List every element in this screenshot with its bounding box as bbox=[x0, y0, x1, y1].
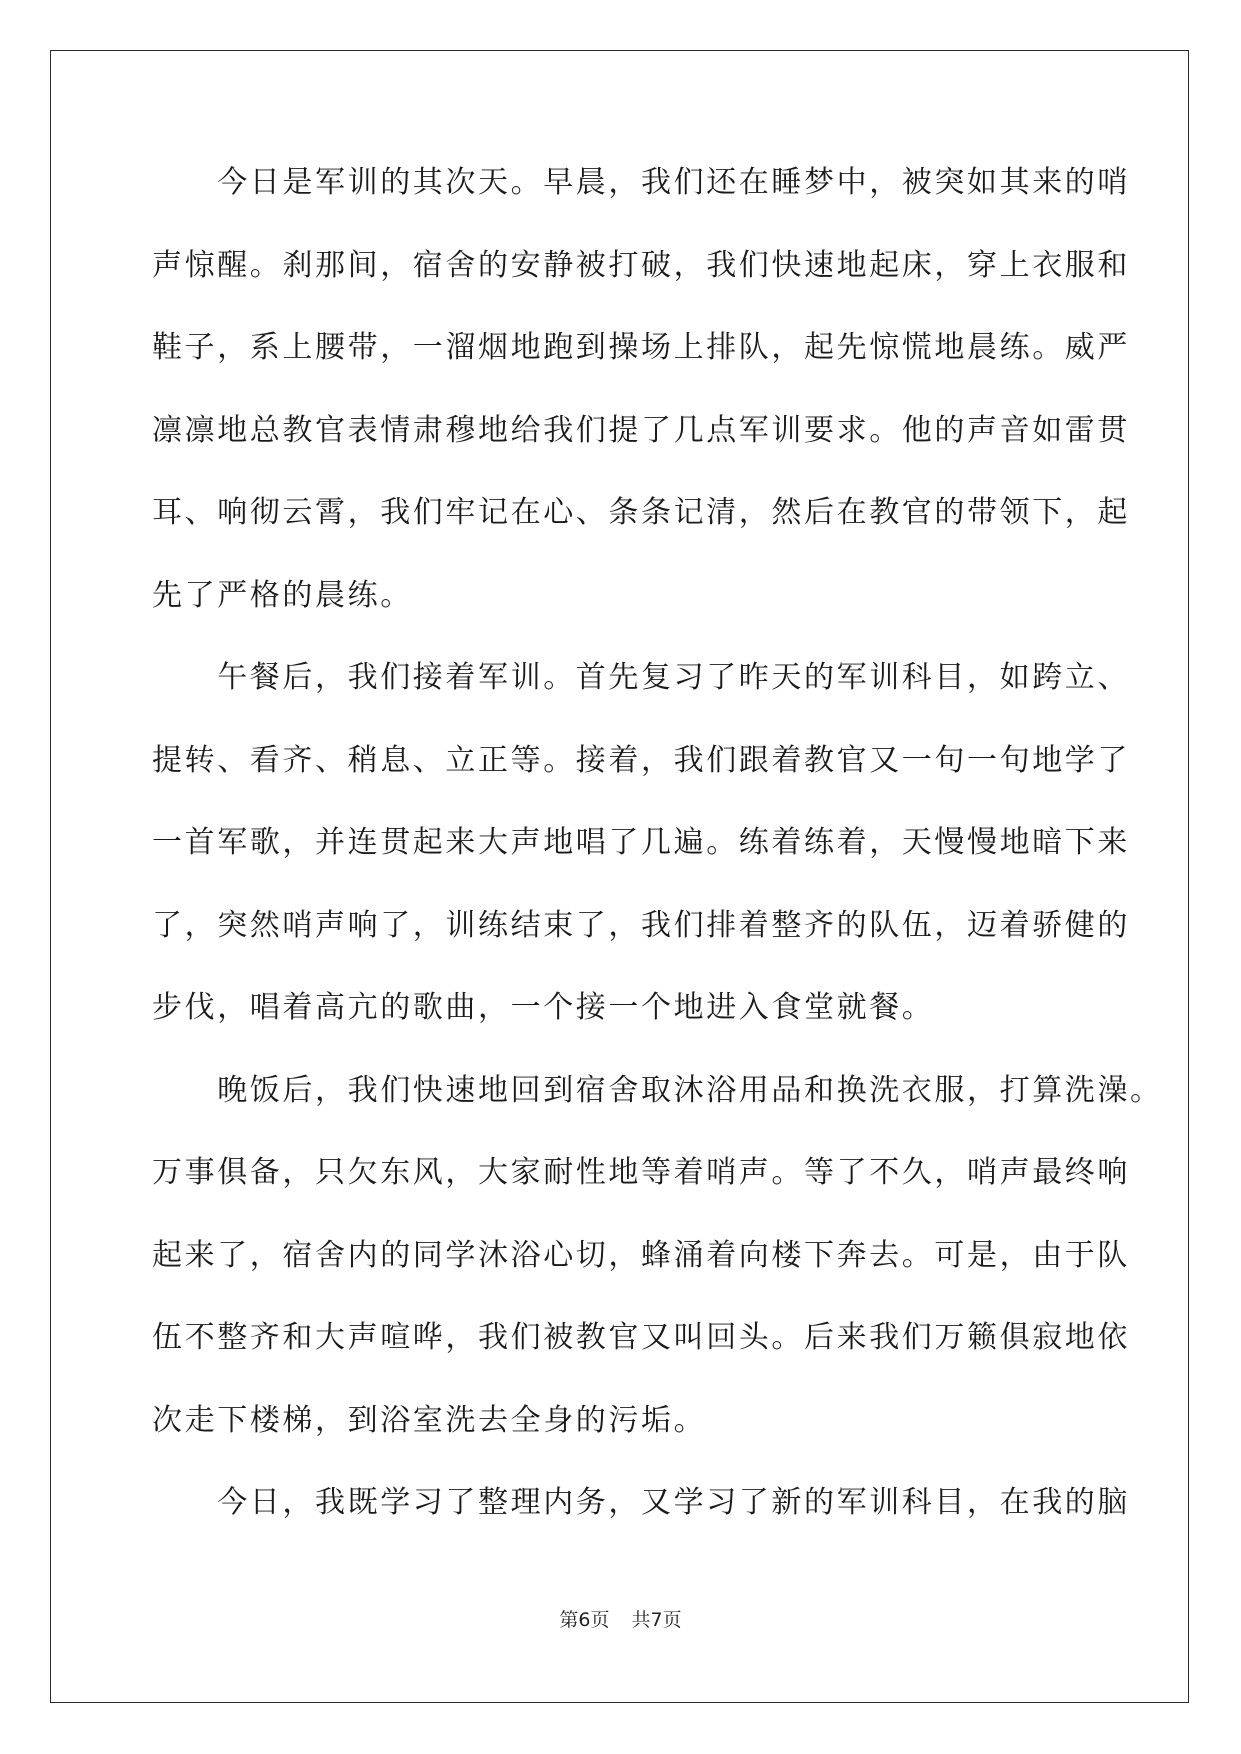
text-line: 次走下楼梯，到浴室洗去全身的污垢。 bbox=[152, 1402, 707, 1438]
text-line: 声惊醒。刹那间，宿舍的安静被打破，我们快速地起床，穿上衣服和 bbox=[152, 247, 1130, 283]
page-number-current: 6 bbox=[578, 1609, 591, 1631]
text-line: 万事俱备，只欠东风，大家耐性地等着哨声。等了不久，哨声最终响 bbox=[152, 1155, 1130, 1190]
page-total-count: 7 bbox=[650, 1609, 663, 1631]
text-line: 凛凛地总教官表情肃穆地给我们提了几点军训要求。他的声音如雷贯 bbox=[152, 412, 1130, 448]
page-total-suffix: 页 bbox=[662, 1609, 682, 1631]
text-line: 耳、响彻云霄，我们牢记在心、条条记清，然后在教官的带领下，起 bbox=[152, 495, 1130, 530]
text-line: 了，突然哨声响了，训练结束了，我们排着整齐的队伍，迈着骄健的 bbox=[152, 907, 1130, 943]
text-line: 先了严格的晨练。 bbox=[152, 577, 413, 613]
page-number-suffix: 页 bbox=[590, 1609, 610, 1631]
text-line: 今日，我既学习了整理内务，又学习了新的军训科目，在我的脑 bbox=[152, 1485, 1130, 1520]
page-number-prefix: 第 bbox=[559, 1609, 579, 1631]
text-line: 步伐，唱着高亢的歌曲，一个接一个地进入食堂就餐。 bbox=[152, 990, 935, 1025]
text-line: 午餐后，我们接着军训。首先复习了昨天的军训科目，如跨立、 bbox=[152, 660, 1130, 695]
text-line: 今日是军训的其次天。早晨，我们还在睡梦中，被突如其来的哨 bbox=[152, 165, 1130, 200]
text-line: 提转、看齐、稍息、立正等。接着，我们跟着教官又一句一句地学了 bbox=[152, 742, 1130, 778]
document-body bbox=[152, 165, 1163, 1571]
page-total-prefix: 共 bbox=[631, 1609, 651, 1631]
text-line: 鞋子，系上腰带，一溜烟地跑到操场上排队，起先惊慌地晨练。威严 bbox=[152, 330, 1130, 365]
text-line: 一首军歌，并连贯起来大声地唱了几遍。练着练着，天慢慢地暗下来 bbox=[152, 825, 1130, 860]
text-line: 起来了，宿舍内的同学沐浴心切，蜂涌着向楼下奔去。可是，由于队 bbox=[152, 1237, 1130, 1273]
text-line: 晚饭后，我们快速地回到宿舍取沐浴用品和换洗衣服，打算洗澡。 bbox=[152, 1072, 1163, 1108]
page-footer bbox=[0, 1609, 1241, 1631]
text-line: 伍不整齐和大声喧哗，我们被教官又叫回头。后来我们万籁俱寂地依 bbox=[152, 1320, 1130, 1355]
